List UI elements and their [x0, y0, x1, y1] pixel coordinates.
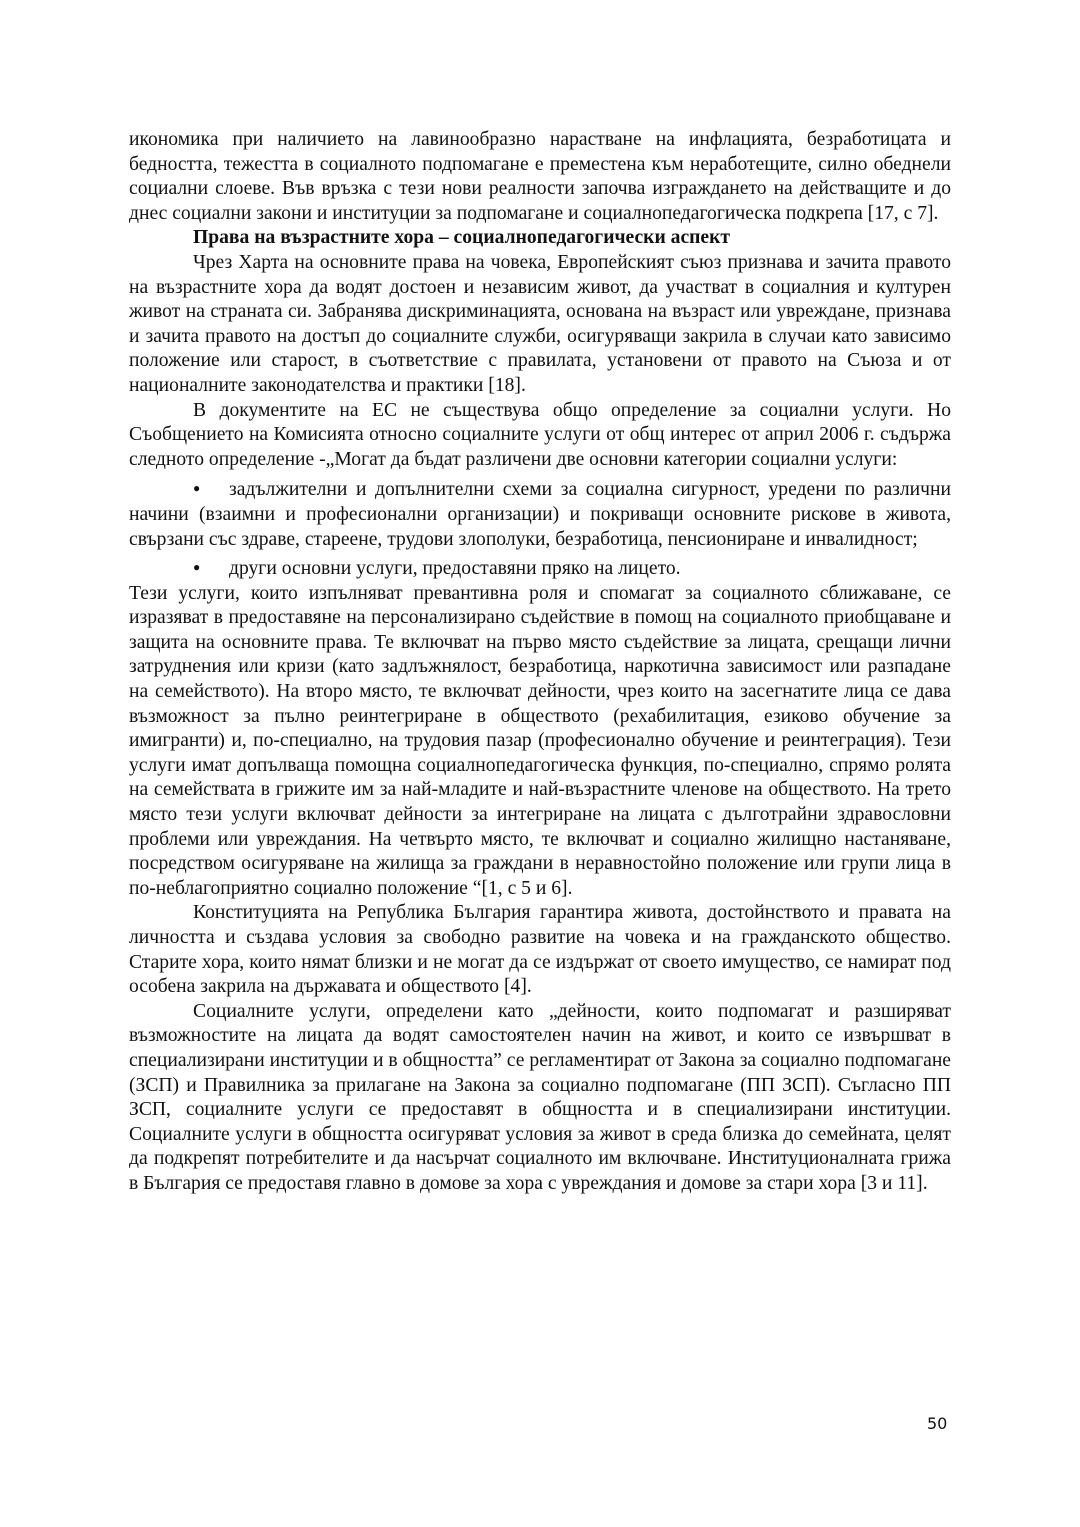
list-item [129, 555, 951, 582]
paragraph-2: Чрез Харта на основните права на човека, Европейският съюз признава и зачита правото на възрастните хора да водят достоен и независим живот, да участват в социалния и културен живот на страната си. Забранява дискриминацията, основана на възраст или увреждане, признава и зачита правото на достъп до социалните служби, осигуряващи закрила в случаи като зависимо положение или старост, в съответствие с правилата, установени от правото на Съюза и от националните законодателства и практики [18]. [129, 251, 951, 396]
paragraph-5: Конституцията на Република България гарантира живота, достойнството и правата на личността и създава условия за свободно развитие на човека и на гражданското общество. Старите хора, които нямат близки и не могат да се издържат от своето имущество, се намират под особена закрила на държавата и обществото [4]. [129, 902, 951, 998]
paragraph-1: икономика при наличието на лавинообразно нарастване на инфлацията, безработицата и бедността, тежестта в социалното подпомагане е преместена към неработещите, силно обеднели социални слоеве. Във връзка с тези нови реалности започва изграждането на действащите и до днес социални закони и институции за подпомагане и социалнопедагогическа подкрепа [17, с 7]. [129, 129, 951, 224]
list-item-text: други основни услуги, предоставяни пряко на лицето. [229, 558, 681, 580]
list-item [129, 476, 951, 552]
paragraph-3: В документите на ЕС не съществува общо определение за социални услуги. Но Съобщението на Комисията относно социалните услуги от общ интерес от април 2006 г. съдържа следното определение -„Могат да бъдат различени две основни категории социални услуги: [129, 399, 951, 470]
section-heading: Права на възрастните хора – социалнопедагогически аспект [193, 227, 731, 249]
paragraph-4: Тези услуги, които изпълняват превантивна роля и спомагат за социалното сближаване, се изразяват в предоставяне на персонализирано съдействие в помощ на социалното приобщаване и защита на основните права. Те включват на първо място съдействие за лицата, срещащи лични затруднения или кризи (като задлъжнялост, безработица, наркотична зависимост или разпадане на семейството). На второ място, те включват дейности, чрез които на засегнатите лица се дава възможност за пълно реинтегриране в обществото (рехабилитация, езиково обучение за имигранти) и, по-специално, на трудовия пазар (професионално обучение и реинтеграция). Тези услуги имат допълваща помощна социалнопедагогическа функция, по-специално, спрямо ролята на семействата в грижите им за най-младите и най-възрастните членове на обществото. На трето място тези услуги включват дейности за интегриране на лицата с дълготрайни здравословни проблеми или увреждания. На четвърто място, те включват и социално жилищно настаняване, посредством осигуряване на жилища за граждани в неравностойно положение или групи лица в по-неблагоприятно социално положение “[1, с 5 и 6]. [129, 582, 951, 899]
bullet-icon: ● [193, 560, 201, 575]
bullet-list [129, 476, 951, 581]
page-number: 50 [927, 1414, 948, 1433]
document-body [129, 128, 951, 1197]
paragraph-6: Социалните услуги, определени като „дейности, които подпомагат и разширяват възможностите на лицата да водят самостоятелен начин на живот, и които се извършват в специализирани институции и в общността” се регламентират от Закона за социално подпомагане (ЗСП) и Правилника за прилагане на Закона за социално подпомагане (ПП ЗСП). Съгласно ПП ЗСП, социалните услуги се предоставят в общността и в специализирани институции. Социалните услуги в общността осигуряват условия за живот в среда близка до семейната, целят да подкрепят потребителите и да насърчат социалното им включване. Институционалната грижа в България се предоставя главно в домове за хора с увреждания и домове за стари хора [3 и 11]. [129, 1000, 951, 1194]
list-item-text: задължителни и допълнителни схеми за социална сигурност, уредени по различни начини (взаимни и професионални организации) и покриващи основните рискове в живота, свързани със здраве, стареене, трудови злополуки, безработица, пенсиониране и инвалидност; [129, 479, 951, 550]
bullet-icon: ● [193, 481, 201, 496]
